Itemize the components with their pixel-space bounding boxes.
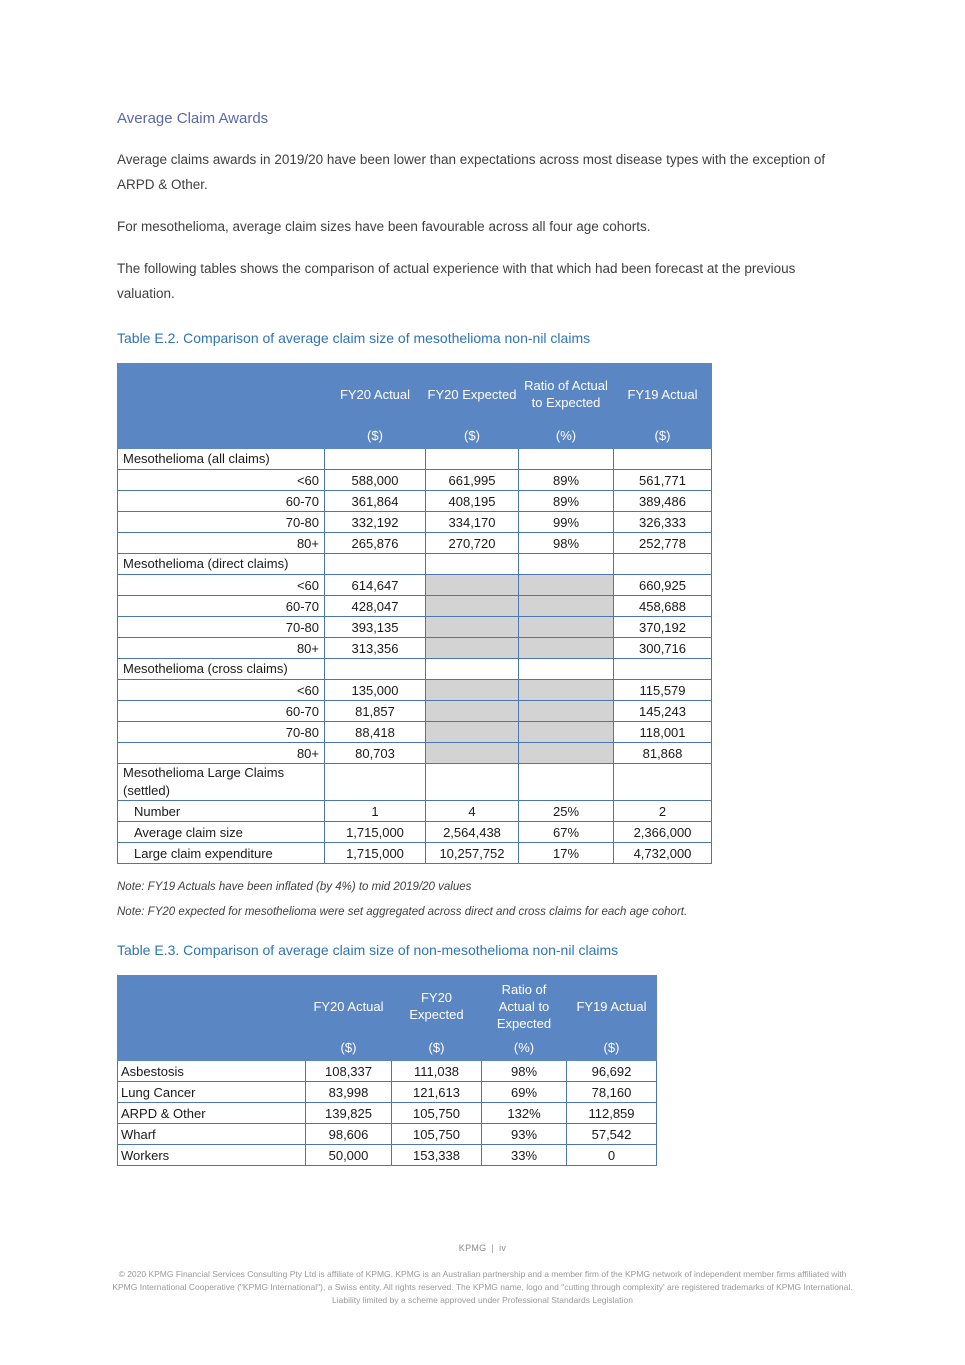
table-units-row xyxy=(118,1037,657,1061)
row-label: ARPD & Other xyxy=(118,1103,306,1124)
unit-percent: (%) xyxy=(519,425,614,449)
table-e3-header xyxy=(118,976,657,1061)
empty-cell xyxy=(614,449,712,470)
cell-value xyxy=(519,617,614,638)
column-header-fy19-actual: FY19 Actual xyxy=(614,364,712,425)
page-number xyxy=(0,1243,965,1253)
table-header-row xyxy=(118,976,657,1037)
cell-value: 334,170 xyxy=(426,512,519,533)
column-header-empty xyxy=(118,364,325,425)
row-label: Workers xyxy=(118,1145,306,1166)
section-label: Mesothelioma Large Claims (settled) xyxy=(118,764,325,801)
table-data-row xyxy=(118,701,712,722)
cell-value xyxy=(519,596,614,617)
cell-value: 361,864 xyxy=(325,491,426,512)
empty-cell xyxy=(325,659,426,680)
table-units-row xyxy=(118,425,712,449)
table-section-row xyxy=(118,764,712,801)
cell-value: 408,195 xyxy=(426,491,519,512)
cell-value: 111,038 xyxy=(392,1061,482,1082)
cell-value: 81,857 xyxy=(325,701,426,722)
table-section-row xyxy=(118,449,712,470)
cell-value: 458,688 xyxy=(614,596,712,617)
cell-value: 69% xyxy=(482,1082,567,1103)
cell-value: 270,720 xyxy=(426,533,519,554)
cell-value xyxy=(426,638,519,659)
empty-cell xyxy=(325,554,426,575)
cell-value: 660,925 xyxy=(614,575,712,596)
unit-dollar: ($) xyxy=(426,425,519,449)
row-label: Lung Cancer xyxy=(118,1082,306,1103)
table-data-row xyxy=(118,617,712,638)
row-label: Average claim size xyxy=(118,822,325,843)
cell-value: 96,692 xyxy=(567,1061,657,1082)
cell-value: 115,579 xyxy=(614,680,712,701)
cell-value: 2 xyxy=(614,801,712,822)
cell-value: 135,000 xyxy=(325,680,426,701)
cell-value xyxy=(426,743,519,764)
paragraph-1: Average claims awards in 2019/20 have been lower than expectations across most disease types with the exception of ARPD & Other. xyxy=(117,152,826,192)
unit-empty xyxy=(118,1037,306,1061)
cell-value: 108,337 xyxy=(306,1061,392,1082)
copyright-text: © 2020 KPMG Financial Services Consulting Pty Ltd is affiliate of KPMG. KPMG is an Australian partnership and a member firm of the KPMG network of independent member firms affiliated with KPMG International Cooperative ("KPMG International"), a Swiss entity. All rights reserved. The KPMG name, logo and "cutting through complexity' are registered trademarks of KPMG International. Liability limited by a scheme approved under Professional Standards Legislation xyxy=(112,1269,853,1305)
row-label: <60 xyxy=(118,680,325,701)
section-label: Mesothelioma (cross claims) xyxy=(118,659,325,680)
empty-cell xyxy=(426,764,519,801)
table-e2-caption: Table E.2. Comparison of average claim size of mesothelioma non-nil claims xyxy=(117,330,591,346)
row-label: 80+ xyxy=(118,533,325,554)
row-label: 70-80 xyxy=(118,722,325,743)
cell-value: 389,486 xyxy=(614,491,712,512)
section-label: Mesothelioma (all claims) xyxy=(118,449,325,470)
cell-value: 326,333 xyxy=(614,512,712,533)
column-header-fy20-expected: FY20 Expected xyxy=(426,364,519,425)
empty-cell xyxy=(614,764,712,801)
table-e2-note-1: Note: FY19 Actuals have been inflated (by 4%) to mid 2019/20 values xyxy=(117,881,472,893)
cell-value xyxy=(519,575,614,596)
cell-value: 98% xyxy=(482,1061,567,1082)
empty-cell xyxy=(426,659,519,680)
cell-value: 4,732,000 xyxy=(614,843,712,864)
column-header-fy20-actual: FY20 Actual xyxy=(306,976,392,1037)
unit-dollar: ($) xyxy=(392,1037,482,1061)
table-data-row xyxy=(118,1082,657,1103)
cell-value: 614,647 xyxy=(325,575,426,596)
cell-value: 4 xyxy=(426,801,519,822)
row-label: Large claim expenditure xyxy=(118,843,325,864)
cell-value: 98% xyxy=(519,533,614,554)
column-header-empty xyxy=(118,976,306,1037)
row-label: 70-80 xyxy=(118,617,325,638)
cell-value: 153,338 xyxy=(392,1145,482,1166)
cell-value: 105,750 xyxy=(392,1124,482,1145)
cell-value xyxy=(426,680,519,701)
empty-cell xyxy=(325,764,426,801)
unit-dollar: ($) xyxy=(325,425,426,449)
table-section-row xyxy=(118,554,712,575)
cell-value: 25% xyxy=(519,801,614,822)
cell-value: 2,564,438 xyxy=(426,822,519,843)
cell-value xyxy=(426,617,519,638)
cell-value: 33% xyxy=(482,1145,567,1166)
paragraph-2: For mesothelioma, average claim sizes have been favourable across all four age cohorts. xyxy=(117,219,651,234)
table-e3-caption: Table E.3. Comparison of average claim size of non-mesothelioma non-nil claims xyxy=(117,942,619,958)
table-data-row xyxy=(118,596,712,617)
cell-value: 265,876 xyxy=(325,533,426,554)
row-label: Asbestosis xyxy=(118,1061,306,1082)
cell-value: 132% xyxy=(482,1103,567,1124)
cell-value: 661,995 xyxy=(426,470,519,491)
table-data-row xyxy=(118,680,712,701)
cell-value: 118,001 xyxy=(614,722,712,743)
table-e3 xyxy=(117,975,657,1166)
unit-dollar: ($) xyxy=(306,1037,392,1061)
cell-value: 332,192 xyxy=(325,512,426,533)
column-header-fy20-expected: FY20 Expected xyxy=(392,976,482,1037)
cell-value: 99% xyxy=(519,512,614,533)
cell-value: 145,243 xyxy=(614,701,712,722)
row-label: 60-70 xyxy=(118,701,325,722)
table-data-row xyxy=(118,1061,657,1082)
cell-value: 89% xyxy=(519,491,614,512)
cell-value: 80,703 xyxy=(325,743,426,764)
cell-value: 300,716 xyxy=(614,638,712,659)
table-data-row xyxy=(118,801,712,822)
empty-cell xyxy=(519,449,614,470)
cell-value: 139,825 xyxy=(306,1103,392,1124)
page-footer xyxy=(0,1243,965,1307)
cell-value: 313,356 xyxy=(325,638,426,659)
row-label: 80+ xyxy=(118,743,325,764)
cell-value: 83,998 xyxy=(306,1082,392,1103)
table-e2-header xyxy=(118,364,712,449)
cell-value: 78,160 xyxy=(567,1082,657,1103)
cell-value: 112,859 xyxy=(567,1103,657,1124)
cell-value xyxy=(519,743,614,764)
cell-value: 1,715,000 xyxy=(325,843,426,864)
table-header-row xyxy=(118,364,712,425)
table-e2-note-2: Note: FY20 expected for mesothelioma were set aggregated across direct and cross claims for each age cohort. xyxy=(117,906,688,918)
cell-value: 588,000 xyxy=(325,470,426,491)
cell-value xyxy=(426,596,519,617)
row-label: Number xyxy=(118,801,325,822)
column-header-fy19-actual: FY19 Actual xyxy=(567,976,657,1037)
table-data-row xyxy=(118,1145,657,1166)
cell-value: 105,750 xyxy=(392,1103,482,1124)
page-title: Average Claim Awards xyxy=(117,110,269,127)
empty-cell xyxy=(426,554,519,575)
table-data-row xyxy=(118,743,712,764)
cell-value: 0 xyxy=(567,1145,657,1166)
cell-value: 2,366,000 xyxy=(614,822,712,843)
table-data-row xyxy=(118,638,712,659)
row-label: 70-80 xyxy=(118,512,325,533)
cell-value: 10,257,752 xyxy=(426,843,519,864)
row-label: 80+ xyxy=(118,638,325,659)
table-e2-body xyxy=(118,449,712,864)
paragraph-3: The following tables shows the comparison of actual experience with that which had been forecast at the previous valuation. xyxy=(117,261,796,301)
empty-cell xyxy=(519,659,614,680)
cell-value: 67% xyxy=(519,822,614,843)
row-label: 60-70 xyxy=(118,596,325,617)
cell-value: 88,418 xyxy=(325,722,426,743)
footer-separator: | xyxy=(491,1243,495,1253)
table-section-row xyxy=(118,659,712,680)
empty-cell xyxy=(614,659,712,680)
cell-value xyxy=(426,701,519,722)
table-data-row xyxy=(118,533,712,554)
cell-value xyxy=(519,722,614,743)
table-data-row xyxy=(118,1124,657,1145)
cell-value: 1,715,000 xyxy=(325,822,426,843)
table-data-row xyxy=(118,491,712,512)
row-label: Wharf xyxy=(118,1124,306,1145)
cell-value xyxy=(426,575,519,596)
column-header-fy20-actual: FY20 Actual xyxy=(325,364,426,425)
cell-value: 561,771 xyxy=(614,470,712,491)
table-data-row xyxy=(118,843,712,864)
cell-value: 393,135 xyxy=(325,617,426,638)
cell-value: 121,613 xyxy=(392,1082,482,1103)
unit-dollar: ($) xyxy=(614,425,712,449)
cell-value xyxy=(519,680,614,701)
table-e3-body xyxy=(118,1061,657,1166)
cell-value: 89% xyxy=(519,470,614,491)
empty-cell xyxy=(519,764,614,801)
table-data-row xyxy=(118,1103,657,1124)
row-label: <60 xyxy=(118,575,325,596)
unit-dollar: ($) xyxy=(567,1037,657,1061)
section-label: Mesothelioma (direct claims) xyxy=(118,554,325,575)
table-data-row xyxy=(118,512,712,533)
row-label: 60-70 xyxy=(118,491,325,512)
cell-value xyxy=(519,638,614,659)
table-data-row xyxy=(118,822,712,843)
row-label: <60 xyxy=(118,470,325,491)
empty-cell xyxy=(614,554,712,575)
cell-value: 252,778 xyxy=(614,533,712,554)
cell-value: 98,606 xyxy=(306,1124,392,1145)
column-header-ratio: Ratio of Actual to Expected xyxy=(482,976,567,1037)
column-header-ratio: Ratio of Actual to Expected xyxy=(519,364,614,425)
cell-value: 50,000 xyxy=(306,1145,392,1166)
cell-value: 93% xyxy=(482,1124,567,1145)
empty-cell xyxy=(325,449,426,470)
cell-value: 81,868 xyxy=(614,743,712,764)
cell-value: 1 xyxy=(325,801,426,822)
cell-value: 57,542 xyxy=(567,1124,657,1145)
table-data-row xyxy=(118,470,712,491)
table-data-row xyxy=(118,575,712,596)
footer-brand: KPMG xyxy=(458,1243,487,1253)
unit-empty xyxy=(118,425,325,449)
unit-percent: (%) xyxy=(482,1037,567,1061)
cell-value xyxy=(426,722,519,743)
table-e2 xyxy=(117,363,712,864)
empty-cell xyxy=(519,554,614,575)
cell-value: 428,047 xyxy=(325,596,426,617)
cell-value: 370,192 xyxy=(614,617,712,638)
cell-value: 17% xyxy=(519,843,614,864)
empty-cell xyxy=(426,449,519,470)
cell-value xyxy=(519,701,614,722)
table-data-row xyxy=(118,722,712,743)
footer-page-roman: iv xyxy=(499,1243,507,1253)
